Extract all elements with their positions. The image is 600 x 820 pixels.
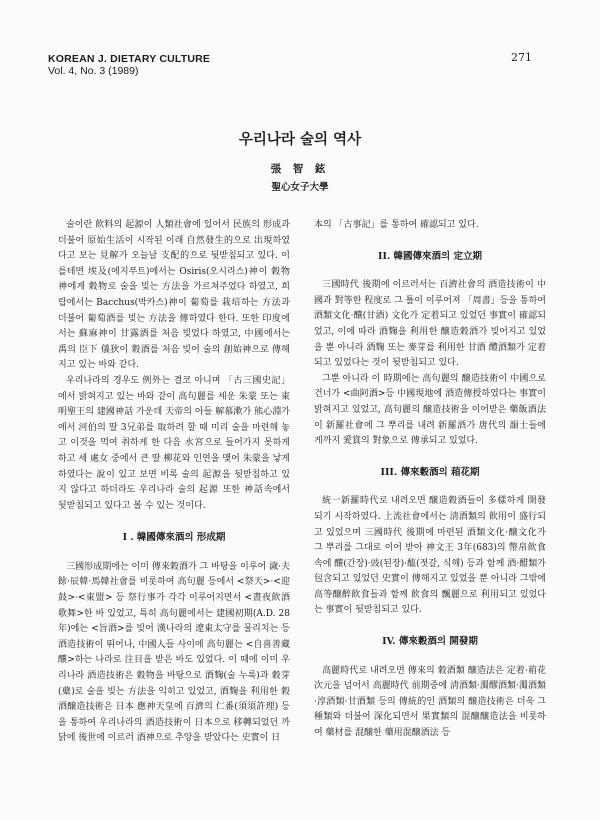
journal-header [48,53,210,77]
left-column [58,218,290,747]
author-affiliation: 聖心女子大學 [271,182,329,193]
section-2-paragraph-2: 그뿐 아니라 이 時期에는 高句麗의 醸造技術이 中國으로 건너가 <曲阿酒>등 中國現地에 酒造傳授하였다는 事實이 밝혀지고 있었고, 高句麗의 醸造技術을 이어받은 藥飯酒法이 新羅社會에 그 뿌리를 내려 新羅酒가 唐代의 韻士들에게까지 愛賞의 對象으로 傳承되고 있었다. [314,373,546,447]
right-column [314,218,546,742]
journal-name: KOREAN J. DIETARY CULTURE [48,53,211,65]
article-title: 우리나라 술의 역사 [238,131,362,148]
section-heading-4: IV. 傳來穀酒의 開發期 [382,636,478,648]
continued-paragraph: 本의 「古事記」를 통하여 確認되고 있다. [314,220,479,230]
section-1-paragraph: 三國形成期에는 이미 傳來穀酒가 그 바탕을 이루어 濊·夫餘·辰韓·馬韓社會를 비롯하여 高句麗 등에서 <祭天>·<迎鼓>·<東盟> 등 祭行事가 각각 이루어지면서 <晝夜飮酒歌舞>한 바 있었고, 특히 高句麗에서는 建國初期(A.D. 28年)에는 <旨酒>를 빚어 漢나라의 遼東太守를 물리치는 등 酒造技術이 뛰어나, 中國人들 사이에 高句麗는 <自喜善藏釀>하는 나라로 注目을 받은 바도 있었다. 이 때에 이미 우리나라 酒造技術은 穀物을 바탕으로 酒麴(술 누룩)과 穀芽(蘗)로 술을 빚는 方法을 익히고 있었고, 酒麴을 利用한 穀酒醸造技術은 日本 應神天皇에 百濟의 仁番(須須許理) 등을 통하여 우리나라의 酒造技術이 日本으로 移轉되었던 까닭에 後世에 이르러 酒神으로 추앙을 받았다는 史實이 日 [58,561,290,744]
section-heading-3: III. 傳來穀酒의 葙花期 [380,466,480,478]
page-number: 271 [511,51,532,64]
journal-volume: Vol. 4, No. 3 (1989) [48,65,139,77]
article-author: 張 智 鉉 [270,163,330,175]
intro-paragraph-2: 우리나라의 경우도 例外는 결코 아니며 「古三國史記」에서 밝혀지고 있는 바와 같이 高句麗를 세운 朱蒙 또는 東明聖王의 建國神話 가운데 天帝의 아들 解慕漱가 熊心淵가에서 河伯의 딸 3兄弟를 取하려 할 때 미리 술을 마련해 놓고 이것을 먹여 취하게 한 다음 水宮으로 들어가지 못하게 하고 세 處女 중에서 큰 딸 柳花와 인연을 맺어 朱蒙을 낳게 하였다는 說이 있고 보면 비록 술의 起源을 뒷받침하고 있지 않다고 하더라도 우리나라 술의 起源 또한 神話속에서 뒷받침되고 있다고 볼 수 있는 것이다. [58,375,290,511]
section-2-paragraph-1: 三國時代 後期에 이르러서는 百濟社會의 酒造技術이 中國과 對等한 程度로 그 틀이 이루어져 「周書」등을 통하여 酒類文化·釀(甘酒) 文化가 定着되고 있었던 事實이 確認되었고, 이에 따라 酒麴을 利用한 醸造穀酒가 빚어지고 있었을 뿐 아니라 酒麴 또는 麥芽를 利用한 甘酒 醴酒類가 定着되고 있었다는 것이 뒷받침되고 있다. [314,280,546,369]
section-heading-2: II. 韓國傳來酒의 定立期 [378,250,482,262]
section-4-paragraph: 高麗時代로 내려오면 傳來의 穀酒類 醸造法은 定着·葙花次元을 넘어서 高麗時代 前期중에 淸酒類·濁醪酒類·濁酒類·淳酒類·甘酒類 등의 傳統的인 酒類의 醸造技術은 더욱 그 種類와 더불어 深化되면서 果實類의 混醸醸造法을 비롯하여 藥材를 混醸한 藥用混醸酒法 등 [314,665,546,739]
intro-paragraph-1: 술이란 飮料의 起源이 人類社會에 있어서 民族의 形成과 더불어 原始生活이 시작된 이래 自然發生的으로 出現하였다고 보는 見解가 오늘날 支配的으로 뒷받침되고 있다. 이를테면 埃及(에지푸트)에서는 Osiris(오시리스)神이 穀物神에게 穀物로 술을 빚는 方法을 가르쳐주었다 하였고, 희랍에서는 Bacchus(박카스)神이 葡萄를 栽培하는 方法과 더불어 葡萄酒를 빚는 方法을 傳하였다 한다. 또한 印度에서는 蘇麻神이 甘露酒를 처음 빚었다 하였고, 中國에서는 禹의 臣下 儀狄이 穀酒를 처음 빚어 술의 創始神으로 傳해지고 있는 바와 같다. [58,220,290,371]
section-heading-1: I . 韓國傳來酒의 形成期 [122,532,226,544]
section-3-paragraph: 統一新羅時代로 내려오면 醸造穀酒들이 多樣하게 開發되기 시작하였다. 上流社會에서는 淸酒類의 飮用이 盛行되고 있었으며 三國時代 後期에 마련된 酒類文化·醸文化가 그 뿌리를 그대로 이어 받아 神文王 3年(683)의 幣帛飮食속에 釀(간장)·豉(된장)·醢(젓갈, 식해) 등과 함께 酒·醋類가 包含되고 있었던 史實이 傳해지고 있었을 뿐 아니라 그밖에 高等醸醉飮食들과 함께 飮食의 飄麗으로 利用되고 있었다는 事實이 뒷받침되고 있다. [314,496,546,616]
